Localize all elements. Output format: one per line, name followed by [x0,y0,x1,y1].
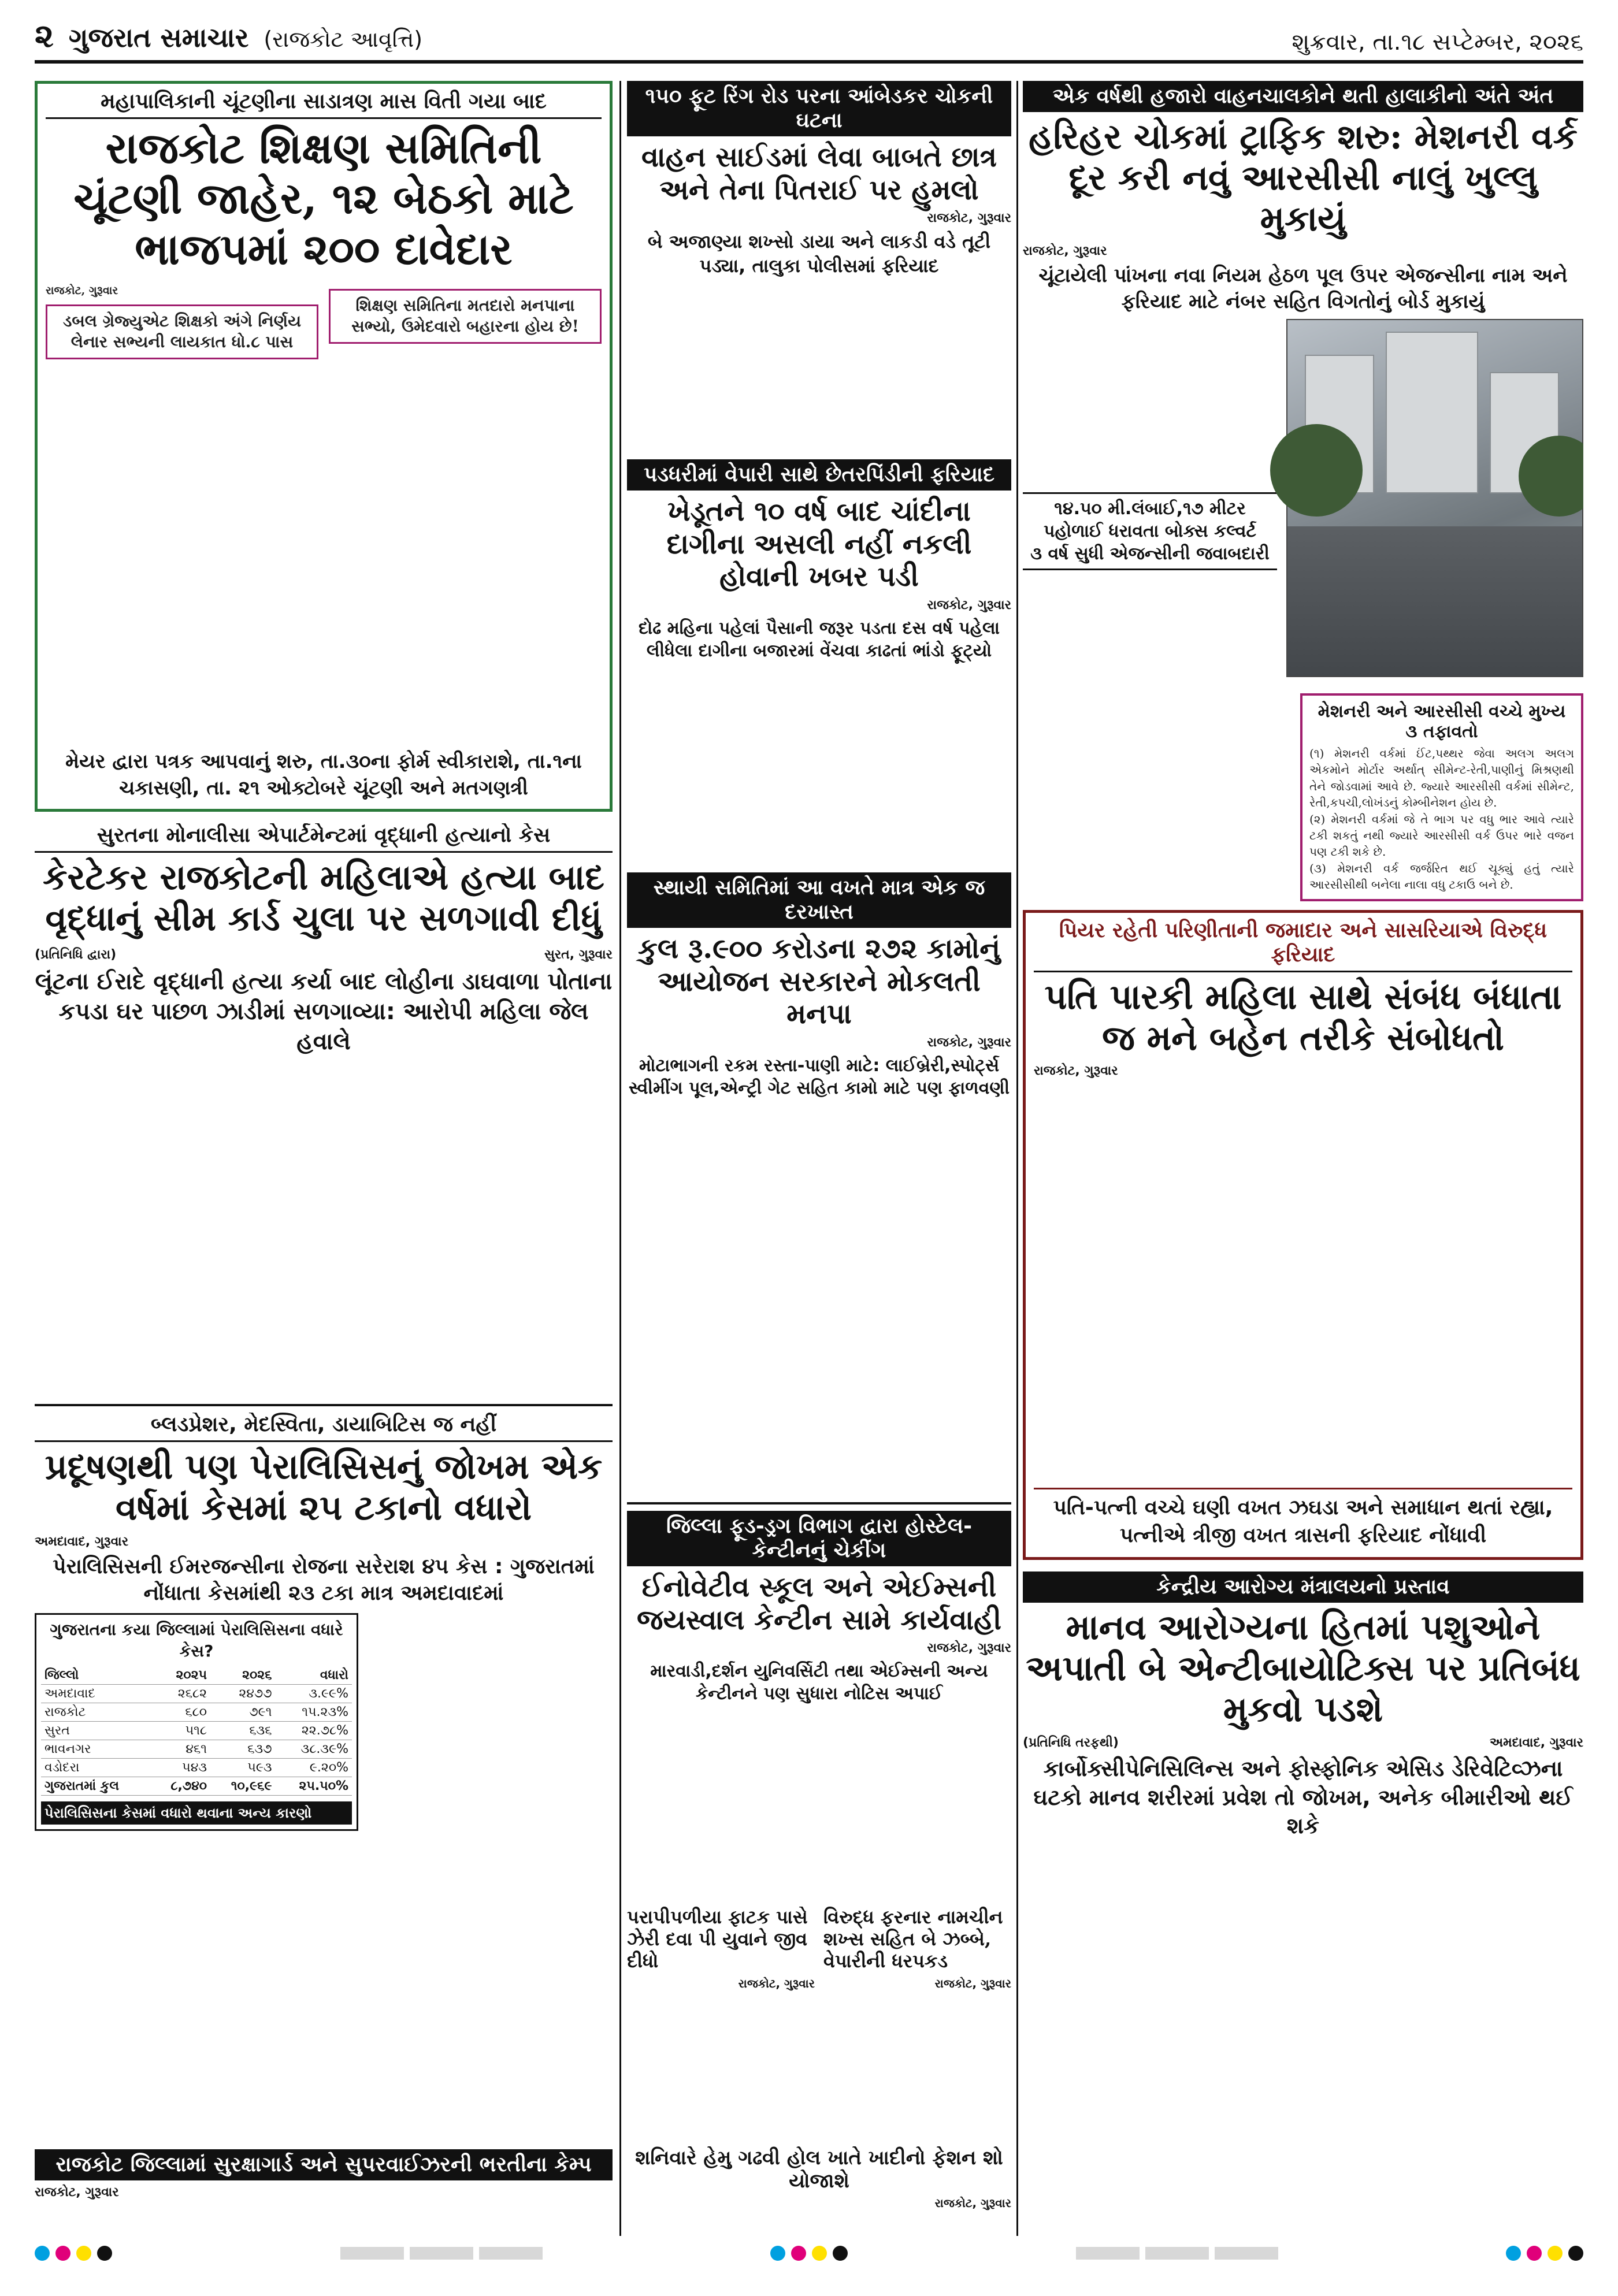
table-cell: ૬૩૭ [210,1740,275,1758]
story-kicker: કેન્દ્રીય આરોગ્ય મંત્રાલયનો પ્રસ્તાવ [1023,1571,1583,1603]
section-divider [35,1404,613,1406]
table-cell: ગુજરાતમાં કુલ [41,1777,152,1795]
table-row [41,1758,352,1777]
story-paralysis [35,1413,613,2210]
story-body [35,1613,613,1831]
story-subhead: બે અજાણ્યા શખ્સો ડાયા અને લાકડી વડે તૂટી પડ્યા, તાલુકા પોલીસમાં ફરિયાદ [647,231,991,277]
story-food-drug-check [627,1511,1011,1895]
story-kicker: એક વર્ષથી હજારો વાહનચાલકોને થતી હાલાકીનો અંતે અંત [1023,81,1583,112]
sidebox-item: (૨) મેશનરી વર્કમાં જે તે ભાગ પર વધુ ભાર આવે ત્યારે ટકી શકતું નથી જ્યારે આરસીસી વર્ક ઉપર ભારે વજન પણ ટકી શકે છે. [1309,812,1574,859]
story-footer-headline: મેયર દ્વારા પત્રક આપવાનું શરુ, તા.૩૦ના ફોર્મ સ્વીકારાશે, તા.૧ના ચકાસણી, તા. ૨૧ ઓક્ટોબરે ચૂંટણી અને મતગણત્રી [65,750,582,800]
table-cell: ૪૬૧ [152,1740,210,1758]
story-shikshan-samiti [35,81,613,812]
story-dateline: રાજકોટ, ગુરૂવાર [934,1977,1011,1991]
photo-frame [1286,319,1583,677]
sidebox-item: (૩) મેશનરી વર્ક જર્જરિત થઈ ચૂક્યું હતું ત્યારે આરસીસીથી બનેલા નાલા વધુ ટકાઉ બને છે. [1309,861,1574,892]
story-headline: વિરુદ્ધ ફરનાર નામચીન શખ્સ સહિત બે ઝબ્બે, વેપારીની ધરપકડ [823,1907,1003,1972]
story-subhead: કાર્બોક્સીપેનિસિલિન્સ અને ફોસ્ફોનિક એસિડ ડેરિવેટિવ્ઝના ઘટકો માનવ શરીરમાં પ્રવેશ તો જોખમ, અનેક બીમારીઓ થઈ શકે [1033,1756,1573,1839]
table-cell: ૬૩૬ [210,1721,275,1740]
table-row [41,1721,352,1740]
story-subhead: મારવાડી,દર્શન યુનિવર્સિટી તથા એઈમ્સની અન્ય કેન્ટીનને પણ સુધારા નોટિસ અપાઈ [650,1661,988,1704]
edition-label: (રાજકોટ આવૃત્તિ) [264,27,423,52]
story-subhead: ચૂંટાયેલી પાંખના નવા નિયમ હેઠળ પૂલ ઉપર એજન્સીના નામ અને ફરિયાદ માટે નંબર સહિત વિગતોનું બોર્ડ મુકાયું [1038,264,1568,313]
story-headline: કુલ રૂ.૯૦૦ કરોડના ૨૭૨ કામોનું આયોજન સરકારને મોકલતી મનપા [637,932,1001,1031]
table-cell: ૫૪૩ [152,1758,210,1777]
table-title: ગુજરાતના કયા જિલ્લામાં પેરાલિસિસના વધારે કેસ? [50,1620,343,1660]
table-cell: ૩૮.૩૯% [276,1740,352,1758]
masthead [35,17,1583,64]
story-dateline: રાજકોટ, ગુરૂવાર [927,211,1011,226]
issue-date: શુક્રવાર, તા.૧૮ સપ્ટેમ્બર, ૨૦૨૬ [1292,29,1583,55]
table-header-cell: ૨૦૨૫ [152,1666,210,1685]
story-body [46,283,602,365]
story-subhead-box [1023,492,1277,570]
story-meta [1023,1736,1583,1750]
story-headline: માનવ આરોગ્યના હિતમાં પશુઓને અપાતી બે એન્ટીબાયોટિક્સ પર પ્રતિબંધ મુકવો પડશે [1026,1607,1580,1730]
causes-box-title: પેરાલિસિસના કેસમાં વધારો થવાના અન્ય કારણો [41,1801,352,1825]
table-row [41,1703,352,1721]
story-subhead: દોઢ મહિના પહેલાં પૈસાની જરૂર પડતા દસ વર્ષ પહેલા લીધેલા દાગીના બજારમાં વેંચવા કાઢતાં ભાંડો ફૂટ્યો [639,618,1000,661]
differences-sidebox [1300,693,1583,901]
story-dateline: અમદાવાદ, ગુરૂવાર [35,1534,129,1549]
story-subhead: મોટાભાગની રકમ રસ્તા-પાણી માટે: લાઈબ્રેરી,સ્પોર્ટ્સ સ્વીમીંગ પૂલ,એન્ટ્રી ગેટ સહિત કામો માટે પણ ફાળવણી [628,1055,1010,1098]
story-headline: હરિહર ચોકમાં ટ્રાફિક શરુ: મેશનરી વર્ક દૂર કરી નવું આરસીસી નાલું ખુલ્લુ મુકાયું [1029,117,1578,239]
story-dateline: રાજકોટ, ગુરૂવાર [46,284,118,297]
story-dateline: રાજકોટ, ગુરૂવાર [35,2185,119,2200]
story-subhead-3: ૩ વર્ષ સુધી એજન્સીની જવાબદારી [1030,543,1270,564]
story-headline: વાહન સાઈડમાં લેવા બાબતે છાત્ર અને તેના પિતરાઈ પર હુમલો [641,141,997,206]
story-dateline: રાજકોટ, ગુરૂવાર [927,597,1011,612]
story-namchin-arrest [823,1907,1011,2138]
table-cell: રાજકોટ [41,1703,152,1721]
story-padadhari-fraud [627,459,1011,864]
table-cell: ૬૮૦ [152,1703,210,1721]
table-cell: ૭૯૧ [210,1703,275,1721]
table-header-cell: વધારો [276,1666,352,1685]
story-sthayi-samiti [627,872,1011,1288]
story-kicker: સ્થાયી સમિતિમાં આ વખતે માત્ર એક જ દરખાસ્ત [627,872,1011,928]
print-registration-marks [35,2242,1583,2265]
story-kicker: મહાપાલિકાની ચૂંટણીના સાડાત્રણ માસ વિતી ગયા બાદ [46,90,602,119]
paper-name: ગુજરાત સમાચાર [68,22,249,53]
story-dateline: રાજકોટ, ગુરૂવાર [738,1977,815,1991]
story-dateline: રાજકોટ, ગુરૂવાર [927,1035,1011,1050]
story-footer-headline: પતિ-પત્ની વચ્ચે ઘણી વખત ઝઘડા અને સમાધાન થતાં રહ્યા, પત્નીએ ત્રીજી વખત ત્રાસની ફરિયાદ નોંધાવી [1034,1488,1572,1550]
story-parapipaliya [627,1907,815,2138]
story-dateline: અમદાવાદ, ગુરૂવાર [1489,1736,1583,1751]
story-meta [35,948,613,962]
story-headline: ઈનોવેટીવ સ્કૂલ અને એઈમ્સની જયસ્વાલ કેન્ટીન સામે કાર્યવાહી [637,1571,1001,1636]
table-row [41,1684,352,1703]
story-ambedkar-chowk [627,81,1011,451]
table-cell: ૨૨.૭૮% [276,1721,352,1740]
table-cell: ભાવનગર [41,1740,152,1758]
paralysis-table [41,1666,352,1796]
table-cell: ૫૯૩ [210,1758,275,1777]
sidebox-title: મેશનરી અને આરસીસી વચ્ચે મુખ્ય ૩ તફાવતો [1318,701,1566,742]
story-subhead-2: ૧૪.૫૦ મી.લંબાઈ,૧૭ મીટર પહોળાઈ ધરાવતા બોક્સ કલ્વર્ટ [1043,498,1257,541]
story-dateline: રાજકોટ, ગુરૂવાર [927,1641,1011,1656]
story-headline: શનિવારે હેમુ ગઢવી હોલ ખાતે ખાદીનો ફેશન શો યોજાશે [635,2146,1003,2193]
table-cell: ૧૫.૨૩% [276,1703,352,1721]
story-byline: (પ્રતિનિધિ તરફથી) [1023,1736,1119,1751]
story-byline: (પ્રતિનિધિ દ્વારા) [35,947,117,962]
story-headline: રાજકોટ શિક્ષણ સમિતિની ચૂંટણી જાહેર, ૧૨ બેઠકો માટે ભાજપમાં ૨૦૦ દાવેદાર [73,124,574,274]
story-kicker: રાજકોટ જિલ્લામાં સુરક્ષાગાર્ડ અને સુપરવાઈઝરની ભરતીના કેમ્પ [35,2149,613,2180]
story-kicker: સુરતના મોનાલીસા એપાર્ટમેન્ટમાં વૃદ્ધાની હત્યાનો કેસ [35,823,613,853]
section-divider [627,1502,1011,1504]
side-box: ડબલ ગ્રેજ્યુએટ શિક્ષકો અંગે નિર્ણય લેનાર સભ્યની લાયકાત ધો.૮ પાસ [46,304,318,359]
table-cell: ૮,૭૪૦ [152,1777,210,1795]
story-headline: પતિ પારકી મહિલા સાથે સંબંધ બંધાતા જ મને બહેન તરીકે સંબોધતો [1044,977,1562,1058]
table-cell: ૧૦,૯૬૯ [210,1777,275,1795]
table-row [41,1777,352,1795]
table-cell: વડોદરા [41,1758,152,1777]
table-cell: ૩.૯૯% [276,1684,352,1703]
side-box: શિક્ષણ સમિતિના મતદારો મનપાના સભ્યો, ઉમેદવારો બહારના હોય છે! [329,289,602,344]
table-cell: સુરત [41,1721,152,1740]
story-dateline: રાજકોટ, ગુરૂવાર [1023,244,1107,259]
table-cell: ૨૬૮૨ [152,1684,210,1703]
story-subhead: લૂંટના ઈરાદે વૃદ્ધાની હત્યા કર્યા બાદ લોહીના ડાઘવાળા પોતાના કપડા ઘર પાછળ ઝાડીમાં સળગાવ્યા: આરોપી મહિલા જેલ હવાલે [35,968,613,1055]
story-antibiotics-ban [1023,1571,1583,2236]
story-kicker: પિયર રહેતી પરિણીતાની જમાદાર અને સાસરિયાએ વિરુદ્ધ ફરિયાદ [1034,919,1572,972]
story-monalisa-case [35,823,613,1401]
data-table-box [35,1613,358,1831]
story-kicker: પડધરીમાં વેપારી સાથે છેતરપિંડીની ફરિયાદ [627,459,1011,491]
sidebox-item: (૧) મેશનરી વર્કમાં ઈંટ,પથ્થર જેવા અલગ અલગ એકમોને મોર્ટાર અર્થાત્ સીમેન્ટ-રેતી,પાણીનું મિશ્રણથી તેને જોડવામાં આવે છે. જ્યારે આરસીસી વર્કમાં સીમેન્ટ, રેતી,કપચી,લોખંડનું કોમ્બીનેશન હોય છે. [1309,746,1574,810]
table-cell: ૨૫.૫૦% [276,1777,352,1795]
traffic-photo [1286,319,1583,677]
story-harihar-chowk [1023,81,1583,901]
table-cell: અમદાવાદ [41,1684,152,1703]
story-kicker: ૧૫૦ ફૂટ રિંગ રોડ પરના આંબેડકર ચોકની ઘટના [627,81,1011,136]
table-header-cell: જિલ્લો [41,1666,152,1685]
table-cell: ૨૪૭૭ [210,1684,275,1703]
story-piyar-parinita [1023,910,1583,1560]
story-headline: ખેડૂતને ૧૦ વર્ષ બાદ ચાંદીના દાગીના અસલી નહીં નકલી હોવાની ખબર પડી [666,495,972,593]
table-cell: ૫૧૮ [152,1721,210,1740]
table-cell: ૯.૨૦% [276,1758,352,1777]
story-headline: કેરટેકર રાજકોટની મહિલાએ હત્યા બાદ વૃદ્ધાનું સીમ કાર્ડ ચુલા પર સળગાવી દીધું [43,857,604,939]
story-security-guard-camp [35,2149,613,2236]
column-rule [1016,81,1018,2236]
story-kicker: બ્લડપ્રેશર, મેદસ્વિતા, ડાયાબિટિસ જ નહીં [35,1413,613,1442]
story-khadi-fashion-show [627,2146,1011,2236]
table-header-cell: ૨૦૨૬ [210,1666,275,1685]
story-dateline: રાજકોટ, ગુરૂવાર [1034,1063,1118,1078]
story-headline: પ્રદૂષણથી પણ પેરાલિસિસનું જોખમ એક વર્ષમાં કેસમાં ૨૫ ટકાનો વધારો [44,1447,603,1528]
story-kicker: જિલ્લા ફૂડ-ડ્રગ વિભાગ દ્વારા હોસ્ટેલ-કેન્ટીનનું ચેકીંગ [627,1511,1011,1566]
story-dateline: સુરત, ગુરૂવાર [544,947,613,962]
masthead-left [35,17,422,55]
story-headline: પરાપીપળીયા ફાટક પાસે ઝેરી દવા પી યુવાને જીવ દીધો [627,1907,808,1972]
column-rule [619,81,621,2236]
story-body [1023,319,1583,677]
story-dateline: રાજકોટ, ગુરૂવાર [934,2196,1011,2210]
story-subhead: પેરાલિસિસની ઈમરજન્સીના રોજના સરેરાશ ૪૫ કેસ : ગુજરાતમાં નોંધાતા કેસમાંથી ૨૩ ટકા માત્ર અમદાવાદમાં [53,1554,595,1606]
table-row [41,1740,352,1758]
page-number: ૨ [35,17,54,55]
